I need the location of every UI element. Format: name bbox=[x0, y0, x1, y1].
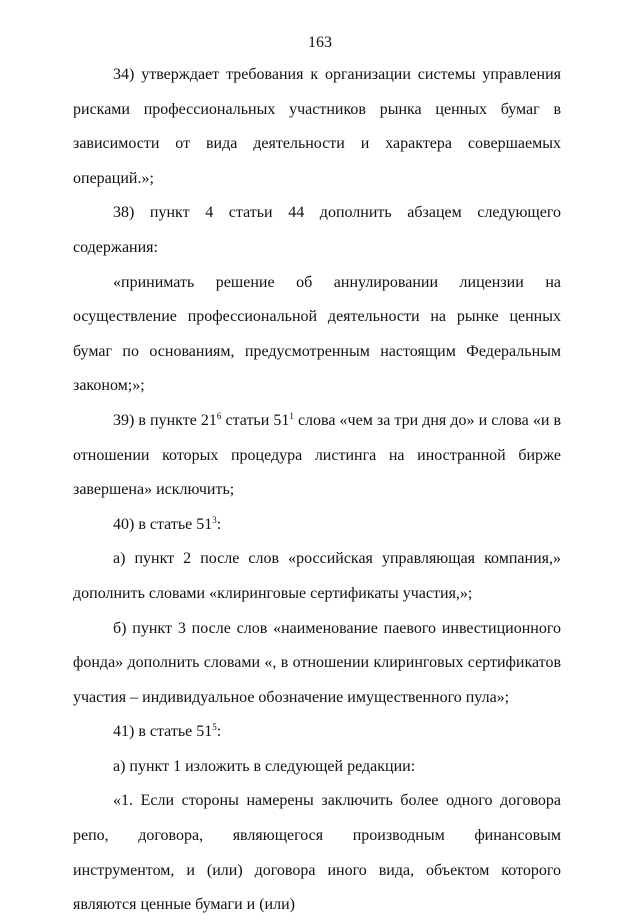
paragraph-text: : bbox=[216, 515, 222, 533]
paragraph-item-40-a: а) пункт 2 после слов «российская управляющая компания,» дополнить словами «клиринговые сертификаты участия,»; bbox=[73, 550, 561, 602]
paragraph-item-40-b: б) пункт 3 после слов «наименование паевого инвестиционного фонда» дополнить словами «, в отношении клиринговых сертификатов участия – индивидуальное обозначение имущественного пула»; bbox=[73, 619, 561, 706]
paragraph-item-40 bbox=[73, 508, 561, 543]
paragraph-item-39 bbox=[73, 404, 561, 508]
superscript: 1 bbox=[289, 410, 294, 421]
paragraph-item-41-a-quote: «1. Если стороны намерены заключить более одного договора репо, договора, являющегося производным финансовым инструментом, и (или) договора иного вида, объектом которого являются ценные бумаги и (или) bbox=[73, 792, 561, 914]
paragraph-text: 41) в статье 51 bbox=[113, 723, 213, 741]
superscript: 3 bbox=[212, 514, 217, 525]
paragraph-text: слова «чем за три дня до» и слова «и в отношении которых процедура листинга на иностранной бирже завершена» исключить; bbox=[73, 411, 562, 499]
paragraph-item-38: 38) пункт 4 статьи 44 дополнить абзацем следующего содержания: bbox=[73, 204, 561, 256]
paragraph-item-38-quote: «принимать решение об аннулировании лицензии на осуществление профессиональной деятельности на рынке ценных бумаг по основаниям, предусмотренным настоящим Федеральным законом;»; bbox=[73, 273, 561, 395]
paragraph-text: 39) в пункте 21 bbox=[113, 411, 217, 429]
paragraph-item-41 bbox=[73, 715, 561, 750]
superscript: 5 bbox=[212, 722, 217, 733]
paragraph-text: : bbox=[216, 723, 222, 741]
paragraph-item-41-a: а) пункт 1 изложить в следующей редакции: bbox=[113, 757, 416, 775]
paragraph-text: статьи 51 bbox=[221, 411, 290, 429]
paragraph-text: 40) в статье 51 bbox=[113, 515, 213, 533]
document-body bbox=[73, 58, 561, 923]
paragraph-item-34: 34) утверждает требования к организации системы управления рисками профессиональных участников рынка ценных бумаг в зависимости от вида деятельности и характера совершаемых операций.»; bbox=[73, 66, 561, 187]
page-number: 163 bbox=[308, 34, 332, 51]
superscript: 6 bbox=[216, 410, 222, 421]
